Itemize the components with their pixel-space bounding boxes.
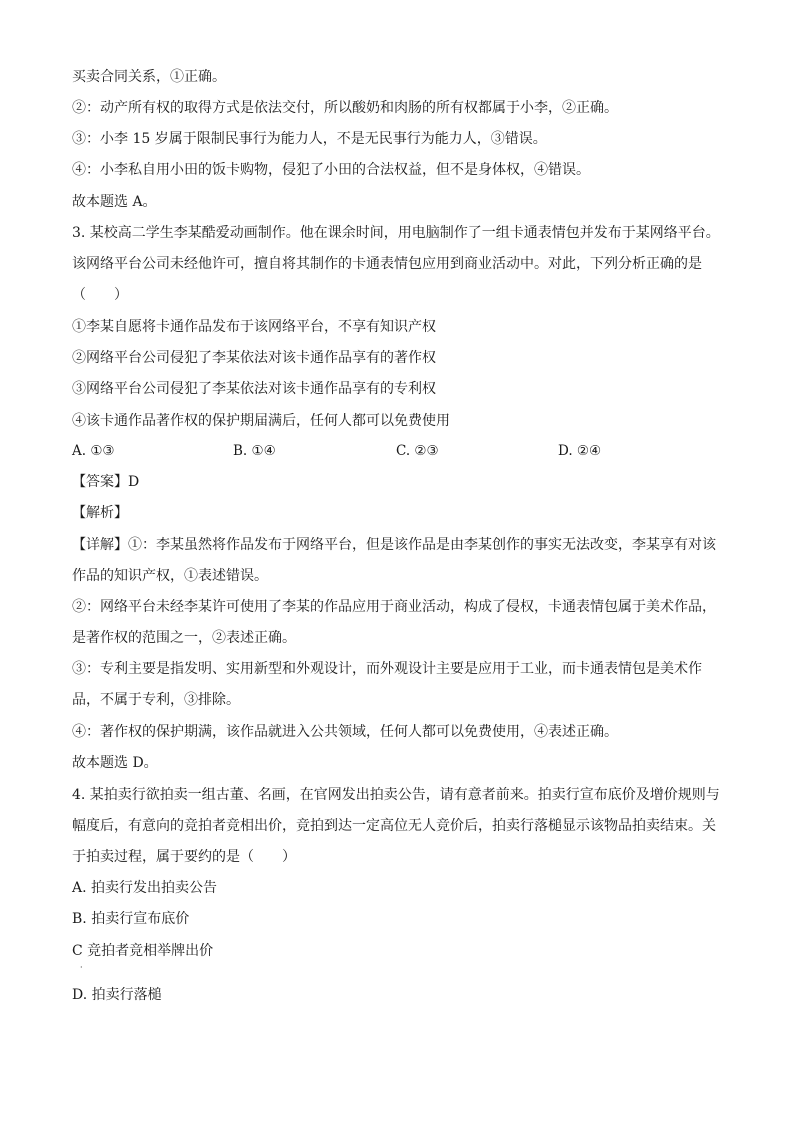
statement-1: ①李某自愿将卡通作品发布于该网络平台，不享有知识产权 (72, 319, 436, 335)
detail-line (72, 536, 716, 554)
detail-line: 是著作权的范围之一，②表述正确。 (72, 630, 296, 646)
question-3-stem: 该网络平台公司未经他许可，擅自将其制作的卡通表情包应用到商业活动中。对此，下列分析正确的是 (72, 256, 702, 272)
answer-value: D (128, 474, 140, 490)
q4-option-b: B. 拍卖行宣布底价 (72, 911, 190, 927)
detail-line: ③：专利主要是指发明、实用新型和外观设计，而外观设计主要是应用于工业，而卡通表情包是美术作 (72, 661, 702, 677)
statement-3: ③网络平台公司侵犯了李某依法对该卡通作品享有的专利权 (72, 381, 436, 397)
text-line: 故本题选 A。 (72, 194, 157, 210)
question-4-stem: 于拍卖过程，属于要约的是（ ） (72, 849, 296, 865)
stray-mark: · (80, 963, 83, 972)
q4-option-c: C 竞拍者竞相举牌出价 (72, 943, 214, 959)
detail-line: ②：网络平台未经李某许可使用了李某的作品应用于商业活动，构成了侵权，卡通表情包属于美术作品， (72, 599, 716, 615)
option-c: C. ②③ (396, 443, 439, 459)
q4-option-a: A. 拍卖行发出拍卖公告 (72, 880, 218, 896)
detail-text: ①：李某虽然将作品发布于网络平台，但是该作品是由李某创作的事实无法改变，李某享有对该 (128, 537, 716, 553)
q4-option-d: D. 拍卖行落槌 (72, 987, 162, 1003)
detail-label: 【详解】 (72, 537, 128, 553)
question-4-stem: 4. 某拍卖行欲拍卖一组古董、名画，在官网发出拍卖公告，请有意者前来。拍卖行宣布底价及增价规则与 (72, 787, 720, 803)
text-line: ④：小李私自用小田的饭卡购物，侵犯了小田的合法权益，但不是身体权，④错误。 (72, 162, 590, 178)
option-b: B. ①④ (233, 443, 276, 459)
option-a: A. ①③ (72, 443, 115, 459)
question-3-stem: 3. 某校高二学生李某酷爱动画制作。他在课余时间，用电脑制作了一组卡通表情包并发布于某网络平台。 (72, 225, 720, 241)
detail-line: 故本题选 D。 (72, 755, 158, 771)
statement-2: ②网络平台公司侵犯了李某依法对该卡通作品享有的著作权 (72, 350, 436, 366)
answer-bracket: （ ） (72, 287, 128, 303)
text-line: ②：动产所有权的取得方式是依法交付，所以酸奶和肉肠的所有权都属于小李，②正确。 (72, 100, 618, 116)
text-line: ③：小李 15 岁属于限制民事行为能力人，不是无民事行为能力人，③错误。 (72, 131, 547, 147)
detail-line: 品，不属于专利，③排除。 (72, 692, 240, 708)
text-line: 买卖合同关系，①正确。 (72, 69, 226, 85)
detail-line: 作品的知识产权，①表述错误。 (72, 568, 268, 584)
analysis-label: 【解析】 (72, 505, 128, 521)
question-4-stem: 幅度后，有意向的竞拍者竞相出价，竞拍到达一定高位无人竞价后，拍卖行落槌显示该物品拍卖结束。关 (72, 818, 716, 834)
option-d: D. ②④ (558, 443, 602, 459)
answer-label: 【答案】 (72, 474, 128, 490)
answer-line (72, 473, 139, 491)
statement-4: ④该卡通作品著作权的保护期届满后，任何人都可以免费使用 (72, 413, 450, 429)
detail-line: ④：著作权的保护期满，该作品就进入公共领域，任何人都可以免费使用，④表述正确。 (72, 724, 618, 740)
